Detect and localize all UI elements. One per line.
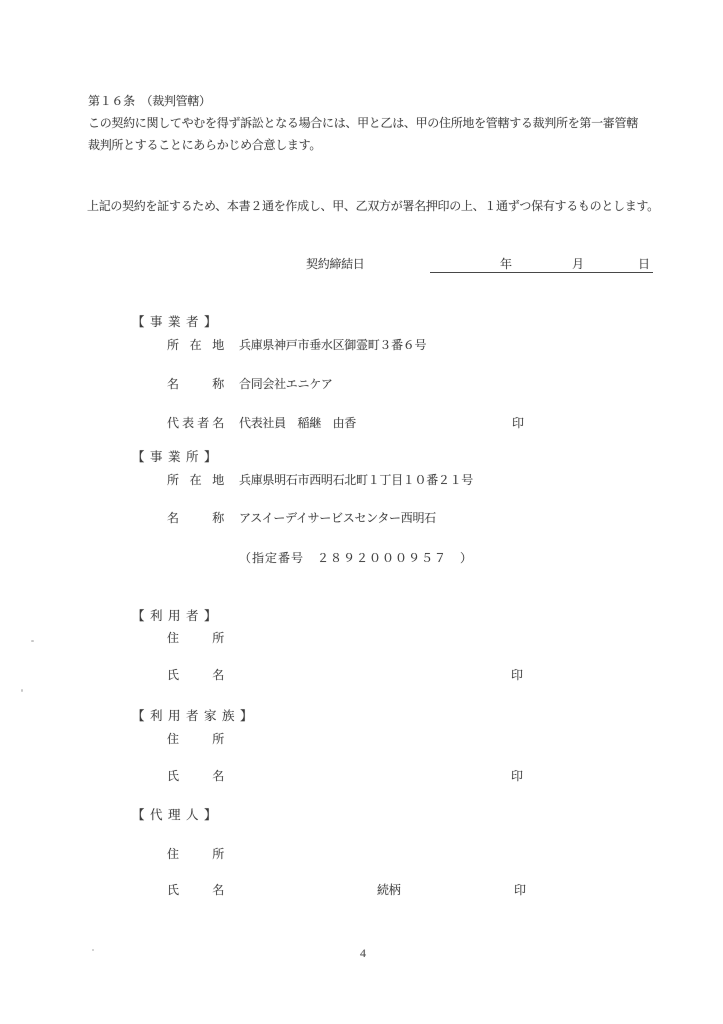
year-label: 年 xyxy=(500,257,512,271)
provider-address-value: 兵庫県神戸市垂水区御霊町３番６号 xyxy=(239,338,427,352)
user-name-label: 氏名 xyxy=(167,668,224,682)
provider-section-title: 【事業者】 xyxy=(132,315,223,329)
proxy-seal-mark: 印 xyxy=(514,883,526,897)
signature-date-underline xyxy=(430,272,653,273)
provider-representative-label: 代表者名 xyxy=(167,416,224,430)
month-label: 月 xyxy=(572,257,584,271)
user-section-title: 【利用者】 xyxy=(132,609,223,623)
proxy-relationship-label: 続柄 xyxy=(377,883,401,897)
article-16-heading: 第１６条 （裁判管轄） xyxy=(88,94,211,108)
office-section-title: 【事業所】 xyxy=(132,450,223,464)
office-address-value: 兵庫県明石市西明石北町１丁目１０番２１号 xyxy=(239,473,474,487)
proxy-section-title: 【代理人】 xyxy=(132,808,223,822)
page-number: 4 xyxy=(360,946,366,960)
office-address-label: 所在地 xyxy=(167,473,224,487)
signature-date-label: 契約締結日 xyxy=(306,257,365,271)
office-name-value: アスイーデイサービスセンター西明石 xyxy=(239,511,436,525)
user-family-name-label: 氏名 xyxy=(167,769,224,783)
provider-name-value: 合同会社エニケア xyxy=(239,377,333,391)
user-family-seal-mark: 印 xyxy=(511,769,523,783)
provider-seal-mark: 印 xyxy=(512,416,524,430)
article-16-body-line-1: この契約に関してやむを得ず訴訟となる場合には、甲と乙は、甲の住所地を管轄する裁判所を第一審管轄 xyxy=(88,116,638,130)
user-family-section-title: 【利用者家族】 xyxy=(132,709,259,723)
office-designation-number: （指定番号 ２８９２０００９５７ ） xyxy=(239,551,474,565)
user-family-address-label: 住所 xyxy=(167,732,224,746)
closing-sentence: 上記の契約を証するため、本書２通を作成し、甲、乙双方が署名押印の上、１通ずつ保有するものとします。 xyxy=(87,199,659,213)
provider-address-label: 所在地 xyxy=(167,338,224,352)
user-address-label: 住所 xyxy=(167,631,224,645)
scan-speck xyxy=(92,949,94,951)
proxy-name-label: 氏名 xyxy=(167,883,224,897)
day-label: 日 xyxy=(638,257,650,271)
provider-representative-value: 代表社員 稲継 由香 xyxy=(239,416,357,430)
office-name-label: 名称 xyxy=(167,511,224,525)
provider-name-label: 名称 xyxy=(167,377,224,391)
article-16-body-line-2: 裁判所とすることにあらかじめ合意します。 xyxy=(88,138,322,152)
proxy-address-label: 住所 xyxy=(167,847,224,861)
scan-speck xyxy=(21,689,23,692)
scan-speck xyxy=(31,640,34,642)
user-seal-mark: 印 xyxy=(511,668,523,682)
